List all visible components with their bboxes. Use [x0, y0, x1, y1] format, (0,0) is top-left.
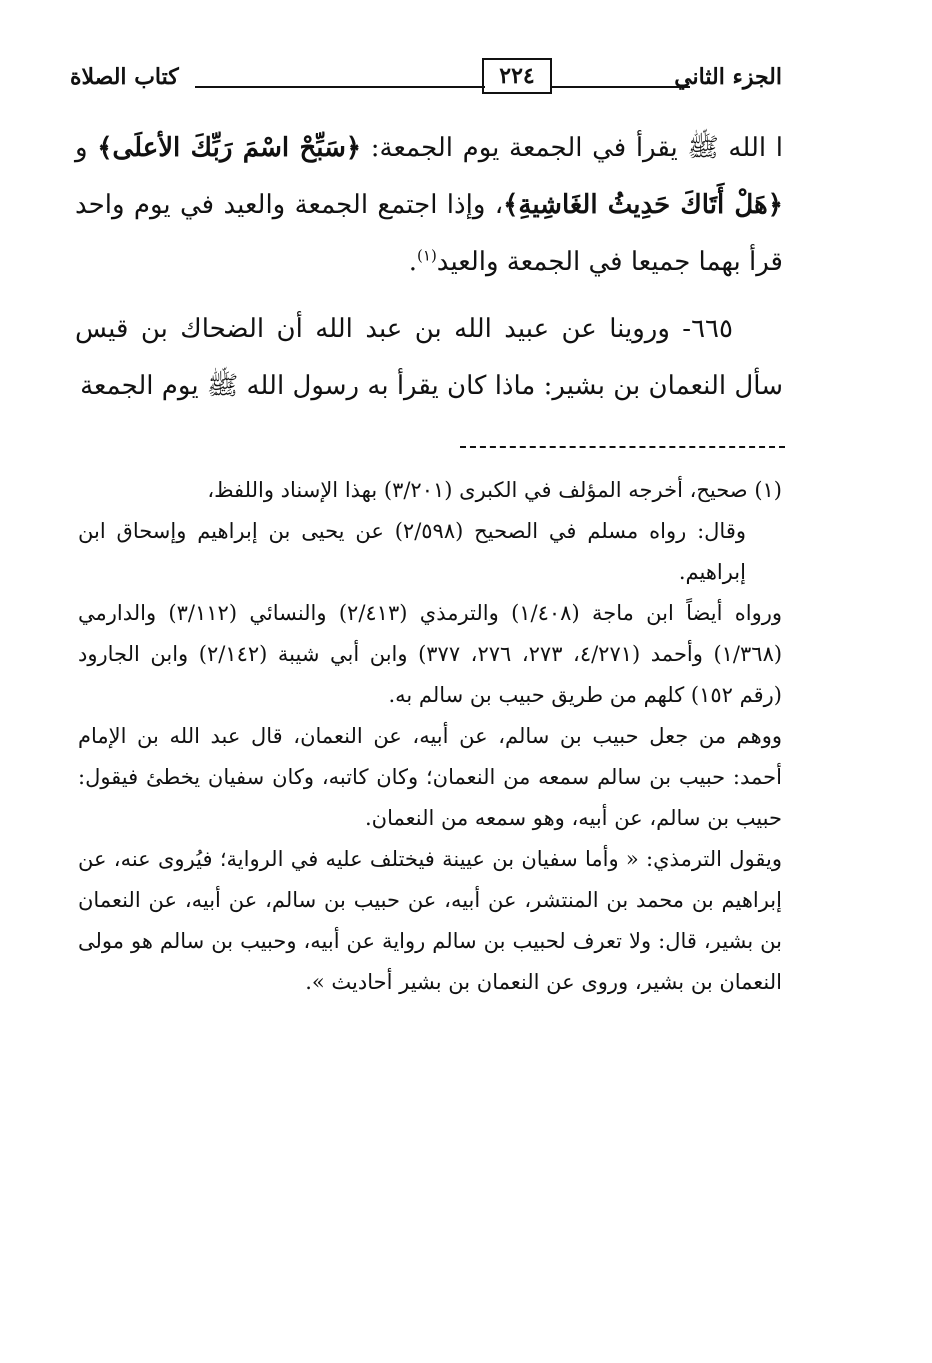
footnote-1-error-note: ووهم من جعل حبيب بن سالم، عن أبيه، عن النعمان، قال عبد الله بن الإمام أحمد: حبيب بن سالم سمعه من النعمان؛ وكان كاتبه، وكان سفيان يخطئ فيقول: حبيب بن سالم، عن أبيه، وهو سمعه من النعمان. [78, 724, 782, 830]
footnote-reference: (١) [417, 246, 437, 265]
text-segment: ا الله ﷺ يقرأ في الجمعة يوم الجمعة: [361, 133, 783, 163]
footnote-1-line: (١) صحيح، أخرجه المؤلف في الكبرى (٣/٢٠١) بهذا الإسناد واللفظ، [207, 478, 782, 502]
page-header [70, 58, 782, 98]
hadith-665: ٦٦٥- وروينا عن عبيد الله بن عبد الله أن الضحاك بن قيس سأل النعمان بن بشير: ماذا كان يقرأ به رسول الله ﷺ يوم الجمعة [75, 314, 783, 401]
main-text [75, 120, 783, 415]
quran-verse-al-ala: ﴿سَبِّحْ اسْمَ رَبِّكَ الأعلَى﴾ [97, 133, 362, 163]
footnotes [78, 470, 782, 1003]
header-rule-left [195, 86, 485, 88]
book-title: كتاب الصلاة [70, 64, 179, 90]
header-rule-right [550, 86, 690, 88]
text-segment: . [408, 247, 418, 277]
text-segment: و [75, 133, 98, 163]
footnote-separator [460, 446, 785, 448]
volume-title: الجزء الثاني [674, 64, 782, 90]
footnote-1-other-sources: ورواه أيضاً ابن ماجة (١/٤٠٨) والترمذي (٢/٤١٣) والنسائي (٣/١١٢) والدارمي (١/٣٦٨) وأحمد (٤/٢٧١، ٢٧٣، ٢٧٦، ٣٧٧) وابن أبي شيبة (٢/١٤٢) وابن الجارود (رقم ١٥٢) كلهم من طريق حبيب بن سالم به. [78, 601, 783, 707]
page-number: ٢٢٤ [482, 58, 552, 94]
paragraph-continued [75, 120, 783, 291]
footnote-1-muslim: وقال: رواه مسلم في الصحيح (٢/٥٩٨) عن يحيى بن إبراهيم وإسحاق ابن إبراهيم. [78, 519, 746, 584]
footnote-1-tirmidhi: ويقول الترمذي: « وأما سفيان بن عيينة فيختلف عليه في الرواية؛ فيُروى عنه، عن إبراهيم بن محمد بن المنتشر، عن أبيه، عن حبيب بن سالم، عن أبيه، عن النعمان بن بشير، قال: ولا تعرف لحبيب بن سالم رواية عن أبيه، وحبيب بن سالم هو مولى النعمان بن بشير، وروى عن النعمان بن بشير أحاديث ». [78, 847, 782, 994]
text-segment: ، وإذا اجتمع الجمعة والعيد في يوم واحد قرأ بهما جميعا في الجمعة والعيد [75, 190, 783, 277]
quran-verse-al-ghashiya: ﴿هَلْ أَتَاكَ حَدِيثُ الغَاشِيةِ﴾ [503, 190, 783, 220]
